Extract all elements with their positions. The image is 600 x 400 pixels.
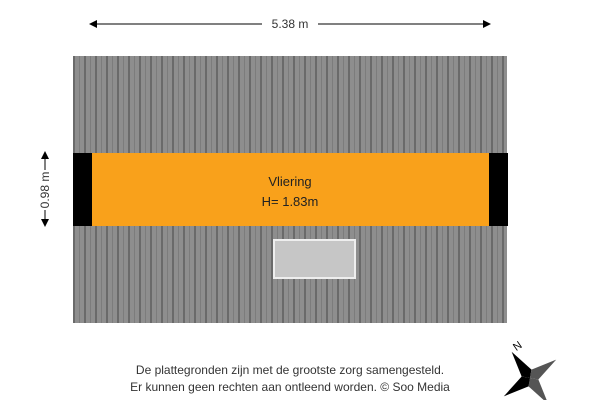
left-wall — [73, 153, 92, 226]
right-wall — [489, 153, 508, 226]
depth-dimension — [38, 152, 52, 226]
width-label: 5.38 m — [271, 17, 309, 31]
disclaimer-line-1: De plattegronden zijn met de grootste zorg samengesteld. — [135, 363, 445, 377]
skylight — [274, 240, 355, 278]
width-dimension — [90, 17, 490, 31]
disclaimer-line-2: Er kunnen geen rechten aan ontleend worden. © Soo Media — [130, 380, 450, 394]
room-vliering[interactable] — [92, 153, 489, 226]
compass-north-label: N — [511, 339, 525, 354]
depth-label: 0.98 m — [38, 171, 52, 209]
room-name: Vliering — [268, 174, 312, 189]
room-height: H= 1.83m — [261, 194, 319, 209]
